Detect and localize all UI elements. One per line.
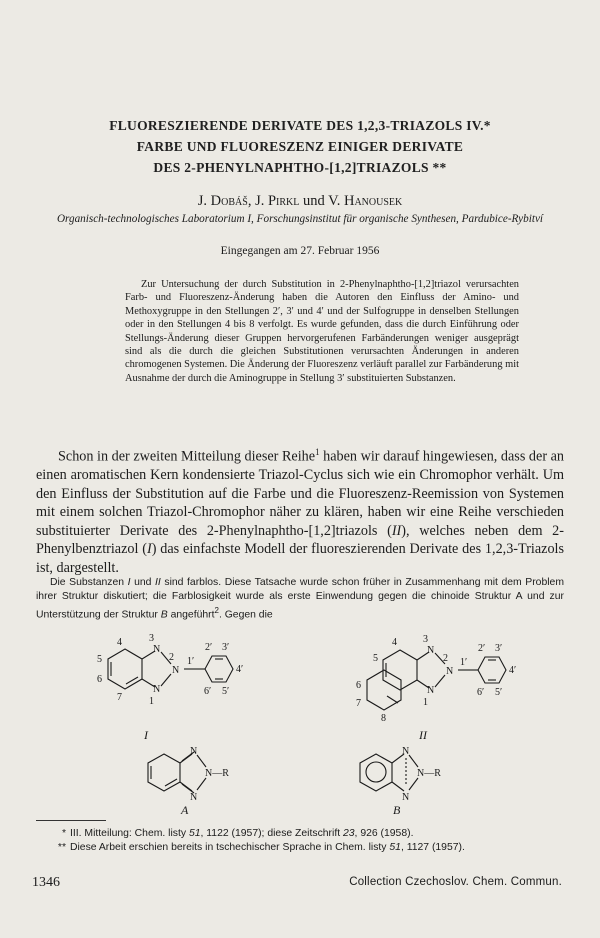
I-N-bot: N <box>153 684 161 695</box>
footnote-1: * III. Mitteilung: Chem. listy 51, 1122 (1957); diese Zeitschrift 23, 926 (1958). <box>61 828 414 839</box>
II-pos-6p: 6′ <box>477 687 485 698</box>
author-3-name: Hanousek <box>343 193 403 209</box>
II-pos-4: 4 <box>392 637 397 648</box>
I-pos-5p: 5′ <box>222 686 230 697</box>
I-pos-1p: 1′ <box>187 656 195 667</box>
I-pos-1: 1 <box>149 696 154 707</box>
main-paragraph: Schon in der zweiten Mitteilung dieser Reihe$^1$ haben wir darauf hingewiesen, dass der an einen aromatischen Kern kondensierte Triazol-Cyclus sich wie ein Chromophor verhält. Um den Einfluss der Substitution auf die Farbe und die Fluoreszenz-Reemission von Systemen mit einem solchen Triazol-Chromophor näher zu klären, haben wir eine Reihe verschieden substituierter Derivate des 2-Phenylnaphtho-[1,2]triazols (II), welches neben dem 2-Phenylbenztriazol (I) das einfachste Modell der fluoreszierenden Derivate des 1,2,3-Triazols ist, dargestellt. <box>36 447 565 576</box>
II-pos-1p: 1′ <box>460 657 468 668</box>
article-title-line-2: FARBE UND FLUORESZENZ EINIGER DERIVATE <box>136 139 464 154</box>
II-pos-1: 1 <box>423 697 428 708</box>
affiliation: Organisch-technologisches Laboratorium I, Forschungsinstitut für organische Synthesen, Pardubice-Rybitví <box>56 213 544 225</box>
I-pos-7: 7 <box>117 692 122 703</box>
A-N-R: N—R <box>205 768 229 779</box>
II-pos-7: 7 <box>356 698 361 709</box>
I-N-mid: N <box>172 665 180 676</box>
B-label: B <box>393 803 401 817</box>
I-pos-4: 4 <box>117 637 122 648</box>
footnote-divider <box>36 820 106 821</box>
author-1-name: Dobáš <box>210 193 248 209</box>
author-separator-1: , J. <box>247 193 268 209</box>
abstract: Zur Untersuchung der durch Substitution in 2-Phenylnaphtho-[1,2]triazol verursachten Farb- und Fluoreszenz-Änderung haben die Autoren den Einfluss der Amino- und Methoxygruppe in den Stellungen 2′, 3′ und 4′ und der Sulfogruppe in denselben Stellungen oder in den Stellungen 4 bis 8 verfolgt. Es wurde gefunden, dass die durch Einführung oder Stellungs-Änderung dieser Gruppen hervorgerufenen Farbänderungen weniger ausgeprägt sind als die durch die gleichen Substitutionen verursachten Änderungen in anderen chromogenen Systemen. Die Änderung der Fluoreszenz verläuft parallel zur Farbänderung mit Ausnahme der durch die Aminogruppe in Stellung 3′ substituierten Substanzen. <box>125 279 519 384</box>
II-N-bot: N <box>427 685 435 696</box>
II-pos-6: 6 <box>356 680 361 691</box>
article-title-line-1: FLUORESZIERENDE DERIVATE DES 1,2,3-TRIAZOLS IV.* <box>109 118 491 133</box>
II-pos-2p: 2′ <box>478 643 486 654</box>
page-number: 1346 <box>32 875 60 890</box>
B-N-bot: N <box>402 792 410 803</box>
I-pos-3: 3 <box>149 633 154 644</box>
footnotes <box>44 827 564 855</box>
II-pos-3: 3 <box>423 634 428 645</box>
I-pos-3p: 3′ <box>222 642 230 653</box>
author-separator-2: und V. <box>299 193 344 209</box>
reference-2: 2 <box>214 606 219 615</box>
II-pos-8: 8 <box>381 713 386 724</box>
I-pos-2p: 2′ <box>205 642 213 653</box>
A-label: A <box>181 803 189 817</box>
II-pos-5p: 5′ <box>495 687 503 698</box>
structure-II <box>350 628 570 746</box>
B-N-top: N <box>402 746 410 757</box>
A-N-bot: N <box>190 792 198 803</box>
II-pos-2: 2 <box>443 653 448 664</box>
structure-B <box>340 740 470 818</box>
I-pos-4p: 4′ <box>236 664 244 675</box>
A-N-top: N <box>190 746 198 757</box>
author-1-initial: J. <box>197 193 211 209</box>
I-pos-6p: 6′ <box>204 686 212 697</box>
reference-1: 1 <box>315 447 320 457</box>
II-pos-5: 5 <box>373 653 378 664</box>
secondary-paragraph: Die Substanzen I und II sind farblos. Diese Tatsache wurde schon früher in Zusammenhang mit dem Problem ihrer Struktur diskutiert; die Farblosigkeit wurde als erste Einwendung gegen die chinoide Struktur A und zur Unterstützung der Struktur B angeführt$^2$. Gegen die <box>36 577 564 621</box>
received-date: Eingegangen am 27. Februar 1956 <box>220 245 380 257</box>
author-2-name: Pirkl <box>267 193 300 209</box>
B-N-R: N—R <box>417 768 441 779</box>
II-N-top: N <box>427 645 435 656</box>
II-pos-4p: 4′ <box>509 665 517 676</box>
article-title-line-3: DES 2-PHENYLNAPHTHO-[1,2]TRIAZOLS ** <box>153 160 447 175</box>
I-label: I <box>144 728 148 742</box>
authors <box>40 193 560 210</box>
I-pos-6: 6 <box>97 674 102 685</box>
I-pos-5: 5 <box>97 654 102 665</box>
journal-name: Collection Czechoslov. Chem. Commun. <box>349 876 562 888</box>
I-N-top: N <box>153 644 161 655</box>
footnote-2: ** Diese Arbeit erschien bereits in tschechischer Sprache in Chem. listy 51, 1127 (1957). <box>57 842 465 853</box>
structure-I <box>95 628 295 746</box>
II-N-mid: N <box>446 666 454 677</box>
II-pos-3p: 3′ <box>495 643 503 654</box>
II-label: II <box>419 728 427 742</box>
structure-A <box>128 740 258 818</box>
I-pos-2: 2 <box>169 652 174 663</box>
